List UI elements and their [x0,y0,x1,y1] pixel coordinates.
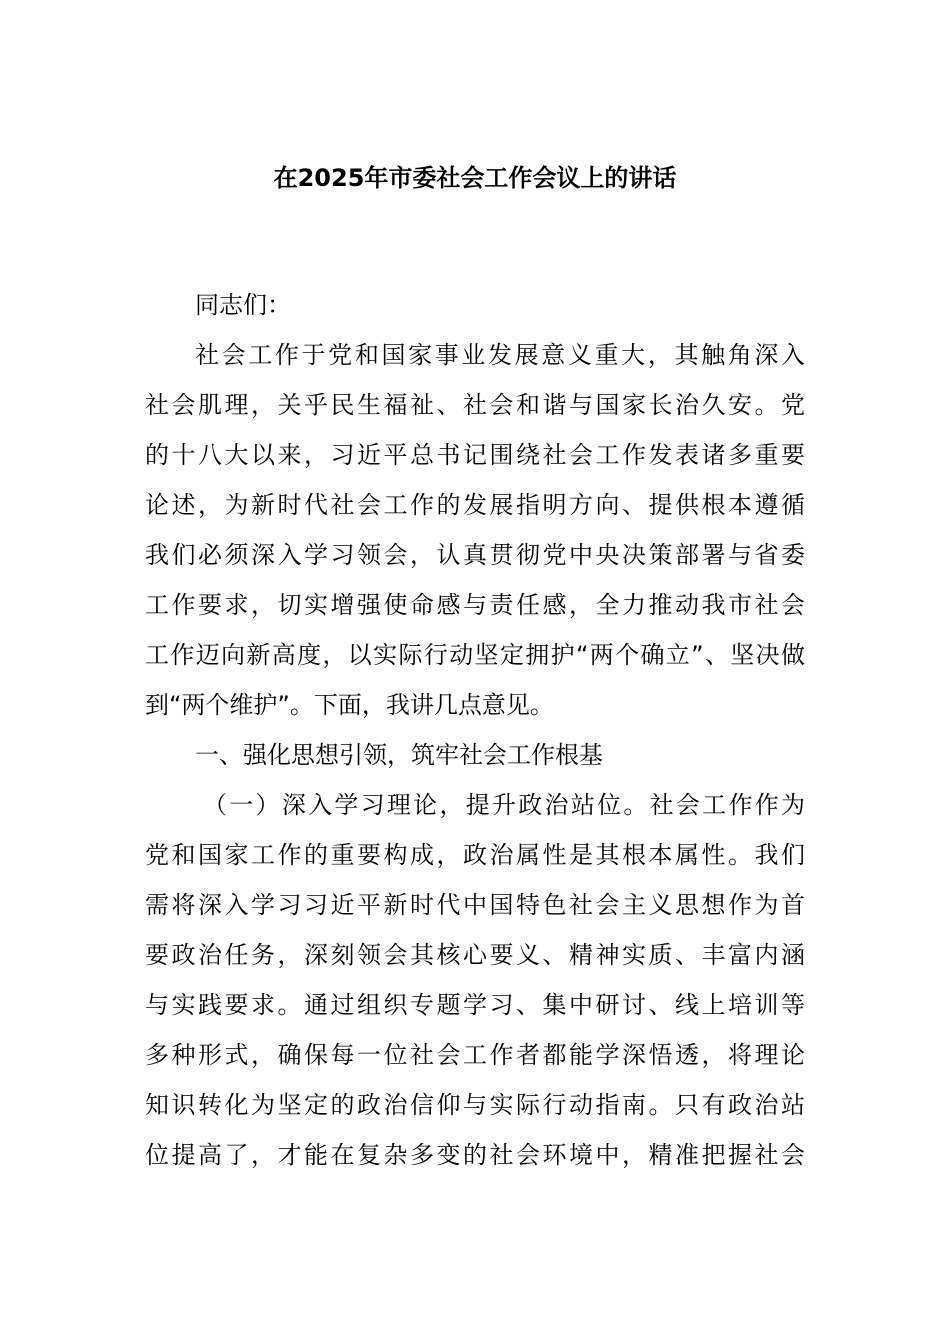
paragraph-line: 到“两个维护”。下面，我讲几点意见。 [145,691,554,719]
paragraph-line: 社会肌理，关乎民生福祉、社会和谐与国家长治久安。党 [145,391,805,419]
paragraph-line: 工作要求，切实增强使命感与责任感，全力推动我市社会 [145,591,805,619]
paragraph-line: 我们必须深入学习领会，认真贯彻党中央决策部署与省委 [145,541,805,569]
document-body [145,280,805,1180]
paragraph-line: 要政治任务，深刻领会其核心要义、精神实质、丰富内涵 [145,941,805,969]
paragraph-line: 社会工作于党和国家事业发展意义重大，其触角深入 [195,341,805,369]
paragraph-line: 位提高了，才能在复杂多变的社会环境中，精准把握社会 [145,1141,805,1169]
paragraph-line: 党和国家工作的重要构成，政治属性是其根本属性。我们 [145,841,805,869]
paragraph-line: 论述，为新时代社会工作的发展指明方向、提供根本遵循 [145,491,805,519]
paragraph-line: 需将深入学习习近平新时代中国特色社会主义思想作为首 [145,891,805,919]
paragraph-line: 的十八大以来，习近平总书记围绕社会工作发表诸多重要 [145,441,805,469]
document-title: 在2025年市委社会工作会议上的讲话 [273,164,677,192]
paragraph-line: 知识转化为坚定的政治信仰与实际行动指南。只有政治站 [145,1091,805,1119]
paragraph-line: 与实践要求。通过组织专题学习、集中研讨、线上培训等 [145,991,805,1019]
paragraph-line: 工作迈向新高度，以实际行动坚定拥护“两个确立”、坚决做 [145,641,805,669]
salutation-line: 同志们： [195,291,291,319]
section-heading: 一、强化思想引领，筑牢社会工作根基 [195,741,603,769]
subsection-line: （一）深入学习理论，提升政治站位。社会工作作为 [203,791,805,819]
paragraph-line: 多种形式，确保每一位社会工作者都能学深悟透，将理论 [145,1041,805,1069]
